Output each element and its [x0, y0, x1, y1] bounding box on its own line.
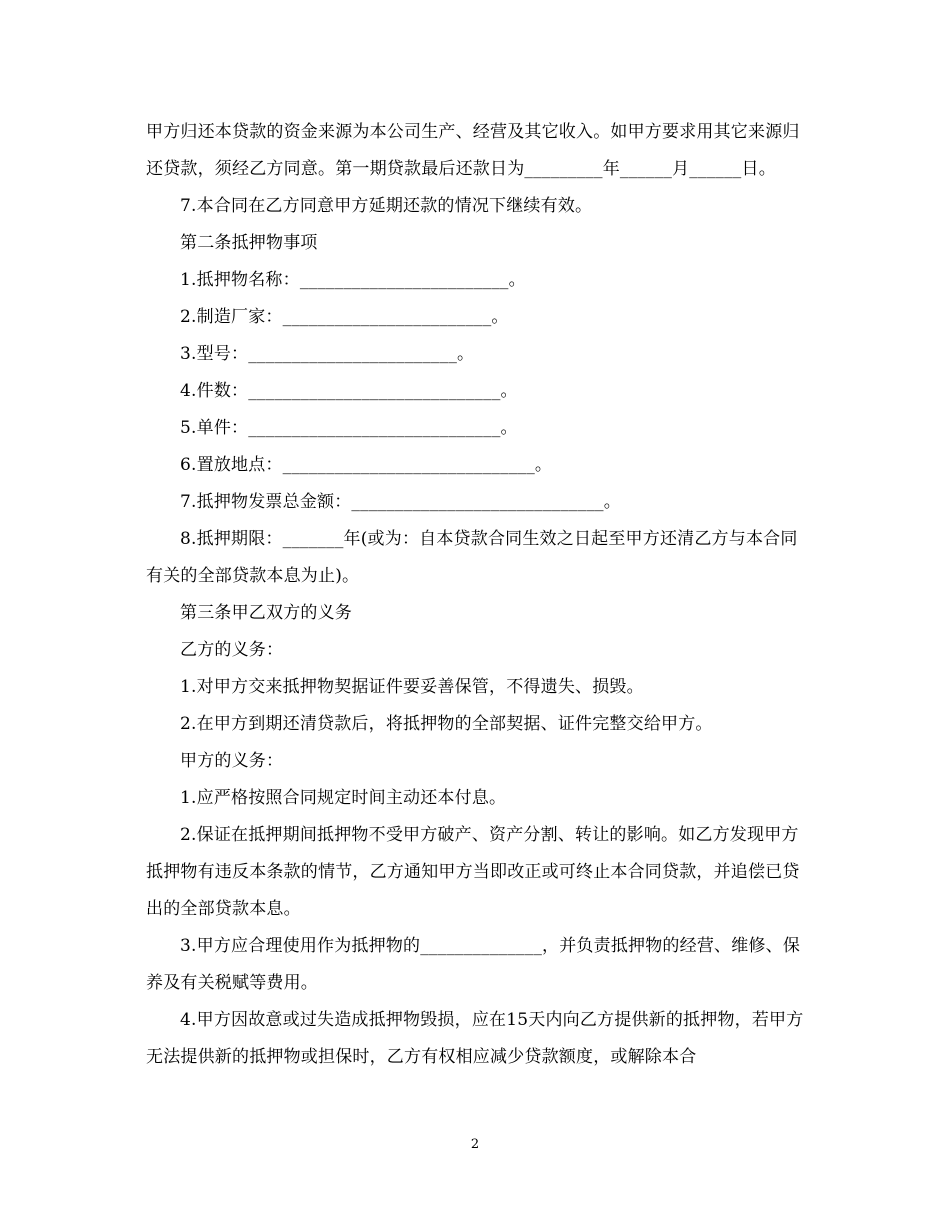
paragraph: 2.保证在抵押期间抵押物不受甲方破产、资产分割、转让的影响。如乙方发现甲方抵押物有违反本条款的情节，乙方通知甲方当即改正或可终止本合同贷款，并追偿已贷出的全部贷款本息。 — [146, 825, 800, 919]
paragraph: 1.抵押物名称：________________________。 — [180, 270, 526, 290]
paragraph: 1.对甲方交来抵押物契据证件要妥善保管，不得遗失、损毁。 — [180, 677, 644, 697]
paragraph: 5.单件：_____________________________。 — [180, 418, 518, 438]
paragraph: 3.型号：________________________。 — [180, 344, 475, 364]
paragraph: 2.制造厂家：________________________。 — [180, 307, 509, 327]
page-number: 2 — [470, 1137, 480, 1152]
paragraph: 第三条甲乙双方的义务 — [180, 603, 352, 623]
paragraph: 6.置放地点：_____________________________。 — [180, 455, 553, 475]
paragraph: 乙方的义务： — [180, 640, 284, 660]
paragraph: 甲方的义务： — [180, 751, 284, 771]
paragraph: 7.本合同在乙方同意甲方延期还款的情况下继续有效。 — [180, 196, 593, 216]
paragraph: 7.抵押物发票总金额：_____________________________。 — [180, 492, 621, 512]
paragraph: 3.甲方应合理使用作为抵押物的______________，并负责抵押物的经营、维修、保养及有关税赋等费用。 — [146, 936, 801, 993]
paragraph: 2.在甲方到期还清贷款后，将抵押物的全部契据、证件完整交给甲方。 — [180, 714, 713, 734]
paragraph: 第二条抵押物事项 — [180, 233, 318, 253]
paragraph: 1.应严格按照合同规定时间主动还本付息。 — [180, 788, 507, 808]
paragraph: 4.甲方因故意或过失造成抵押物毁损，应在15天内向乙方提供新的抵押物，若甲方无法提供新的抵押物或担保时，乙方有权相应减少贷款额度，或解除本合 — [146, 1010, 804, 1067]
paragraph: 甲方归还本贷款的资金来源为本公司生产、经营及其它收入。如甲方要求用其它来源归还贷款，须经乙方同意。第一期贷款最后还款日为_________年______月______日。 — [146, 122, 800, 179]
paragraph: 8.抵押期限：_______年(或为：自本贷款合同生效之日起至甲方还清乙方与本合同有关的全部贷款本息为止)。 — [146, 529, 798, 586]
paragraph: 4.件数：_____________________________。 — [180, 381, 518, 401]
document-body — [146, 114, 806, 1076]
